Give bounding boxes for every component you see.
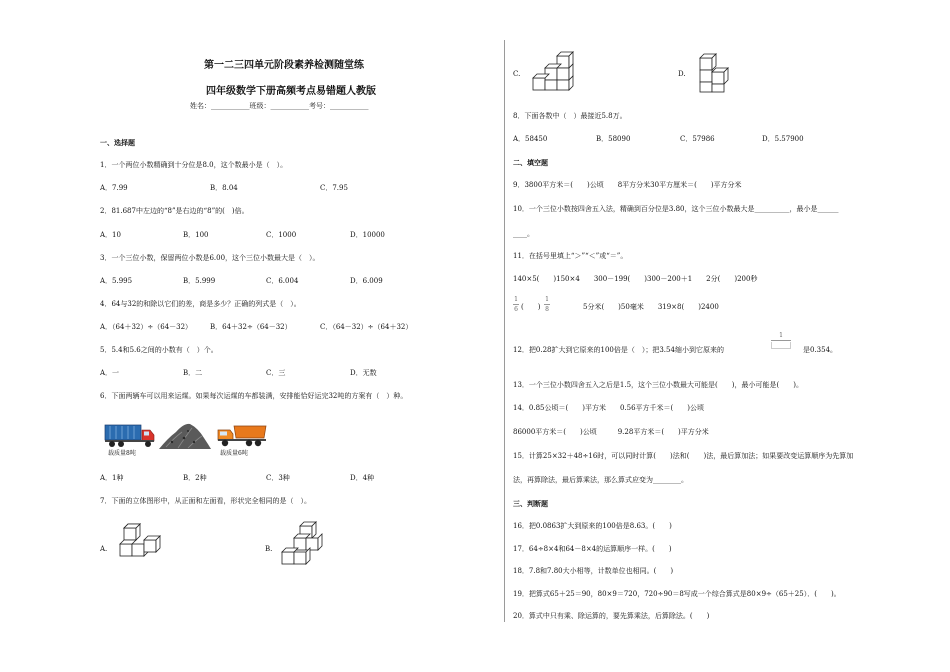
q14-row1: 14．0.85公顷＝( )平方米 0.56平方千米＝( )公顷: [513, 404, 705, 412]
q11-stem: 11．在括号里填上“＞”“＜”或“＝”。: [513, 252, 628, 260]
q11-paren: ( ): [521, 303, 541, 311]
section-fill-heading: 二、填空题: [513, 159, 548, 167]
q7-option-b-label: B.: [265, 545, 273, 553]
q19-text: 19．把算式65＋25＝90，80×9＝720，720÷90＝8写成一个综合算式是80×9÷（65＋25）．( )。: [513, 590, 841, 598]
q5-option-b: B．二: [183, 369, 203, 377]
q6-stem: 6．下面两辆车可以用来运煤。如果每次运煤的车都装满，安排能恰好运完32吨的方案有（ ）种。: [100, 392, 408, 400]
section-judge-heading: 三、判断题: [513, 500, 548, 508]
q7-stem: 7．下面的立体图形中，从正面和左面看，形状完全相同的是（ ）。: [100, 497, 311, 505]
q5-option-d: D．无数: [350, 369, 377, 377]
page-subtitle: 四年级数学下册高频考点易错题人教版: [206, 86, 376, 97]
q18-text: 18．7.8和7.80大小相等，计数单位也相同。( ): [513, 567, 674, 575]
fraction-b-denominator: 8: [545, 306, 549, 313]
q1-option-a: A．7.99: [100, 184, 128, 192]
q13-text: 13．一个三位小数四舍五入之后是1.5，这个三位小数最大可能是( )，最小可能是( )。: [513, 381, 803, 389]
q8-option-d: D．5.57900: [762, 135, 804, 143]
q3-stem: 3．一个三位小数，保留两位小数是6.00，这个三位小数最大是（ ）。: [100, 254, 320, 262]
q11-fraction-a: [513, 296, 519, 313]
truck2-capacity: 载质量6吨: [220, 450, 248, 457]
q20-text: 20．算式中只有乘、除运算的，要先算乘法，后算除法。( ): [513, 612, 710, 620]
q2-option-a: A．10: [100, 231, 121, 239]
q1-option-b: B．8.04: [210, 184, 238, 192]
truck1-capacity: 载质量8吨: [108, 450, 136, 457]
q10-line1: 10．一个三位小数按四舍五入法，精确到百分位是3.80，这个三位小数最大是__________，最小是______: [513, 205, 839, 213]
q5-option-a: A．一: [100, 369, 120, 377]
q14-row2: 86000平方米＝( )公顷 9.28平方米＝( )平方分米: [513, 428, 709, 436]
q5-option-c: C．三: [266, 369, 286, 377]
q2-option-b: B．100: [183, 231, 209, 239]
q16-text: 16．把0.0863扩大到原来的100倍是8.63。( ): [513, 522, 672, 530]
q4-option-a: A．（64＋32）÷（64－32）: [100, 323, 193, 331]
q8-option-a: A．58450: [513, 135, 548, 143]
cube-figure-a: [118, 520, 162, 564]
q6-option-c: C．3种: [266, 474, 290, 482]
q3-option-a: A．5.995: [100, 277, 133, 285]
q3-option-b: B．5.999: [183, 277, 216, 285]
cube-figure-d: [696, 52, 738, 94]
q5-stem: 5．5.4和5.6之间的小数有（ ）个。: [100, 346, 218, 354]
q2-stem: 2．81.687中左边的“8”是右边的“8”的( )倍。: [100, 207, 249, 215]
q12-text: 12．把0.28扩大到它原来的100倍是（ ）；把3.54缩小到它原来的: [513, 346, 724, 354]
fraction-a-denominator: 6: [514, 306, 518, 313]
q15-line1: 15．计算25×32＋48÷16时，可以同时计算( )法和( )法，最后算加法；如果要改变运算顺序为先算加: [513, 452, 854, 460]
q6-option-b: B．2种: [183, 474, 207, 482]
cube-figure-c: [531, 50, 577, 94]
q2-option-c: C．1000: [266, 231, 297, 239]
column-divider: [504, 40, 505, 622]
q12-fraction-numerator: 1: [779, 332, 783, 339]
section-choice-heading: 一、选择题: [100, 139, 135, 147]
q11-fraction-b: [544, 296, 550, 313]
dump-truck-image: [216, 420, 268, 448]
q12-fraction: [771, 332, 791, 349]
q7-option-c-label: C.: [513, 70, 521, 78]
q11-row2: 5分米( )50毫米 319×8( )2400: [583, 303, 719, 311]
q7-option-d-label: D.: [678, 70, 686, 78]
q8-option-c: C．57986: [680, 135, 715, 143]
q9-text: 9．3800平方米＝( )公顷 8平方分米30平方厘米＝( )平方分米: [513, 181, 742, 189]
q7-option-a-label: A.: [100, 545, 108, 553]
fraction-a-numerator: 1: [514, 296, 518, 303]
q1-stem: 1．一个两位小数精确到十分位是8.0，这个数最小是（ ）。: [100, 161, 288, 169]
q2-option-d: D．10000: [350, 231, 385, 239]
q4-stem: 4．64与32的和除以它们的差，商是多少？正确的列式是（ ）。: [100, 300, 301, 308]
q1-option-c: C．7.95: [320, 184, 348, 192]
q12-suffix: 是0.354。: [803, 346, 838, 354]
q3-option-c: C．6.004: [266, 277, 299, 285]
q15-line2: 法，再算除法，最后算乘法，那么算式应变为________。: [513, 476, 688, 484]
q4-option-c: C．（64－32）÷（64＋32）: [320, 323, 413, 331]
q3-option-d: D．6.009: [350, 277, 383, 285]
q17-text: 17．64÷8×4和64－8×4的运算顺序一样。( ): [513, 545, 672, 553]
q6-option-d: D．4种: [350, 474, 375, 482]
coal-pile-image: [158, 420, 212, 450]
q10-line2: ____。: [513, 230, 534, 238]
q11-row1: 140×5( )150×4 300－199( )300－200＋1 2分( )200秒: [513, 275, 758, 283]
page-title: 第一二三四单元阶段素养检测随堂练: [204, 60, 364, 71]
q8-stem: 8．下面各数中（ ）最接近5.8万。: [513, 112, 627, 120]
student-info-line: 姓名：___________班级：___________考号：___________: [190, 102, 369, 110]
q4-option-b: B．64＋32÷（64－32）: [210, 323, 292, 331]
cube-figure-b: [280, 520, 324, 568]
container-truck-image: [104, 422, 156, 448]
q8-option-b: B．58090: [596, 135, 631, 143]
fraction-b-numerator: 1: [545, 296, 549, 303]
q6-option-a: A．1种: [100, 474, 124, 482]
